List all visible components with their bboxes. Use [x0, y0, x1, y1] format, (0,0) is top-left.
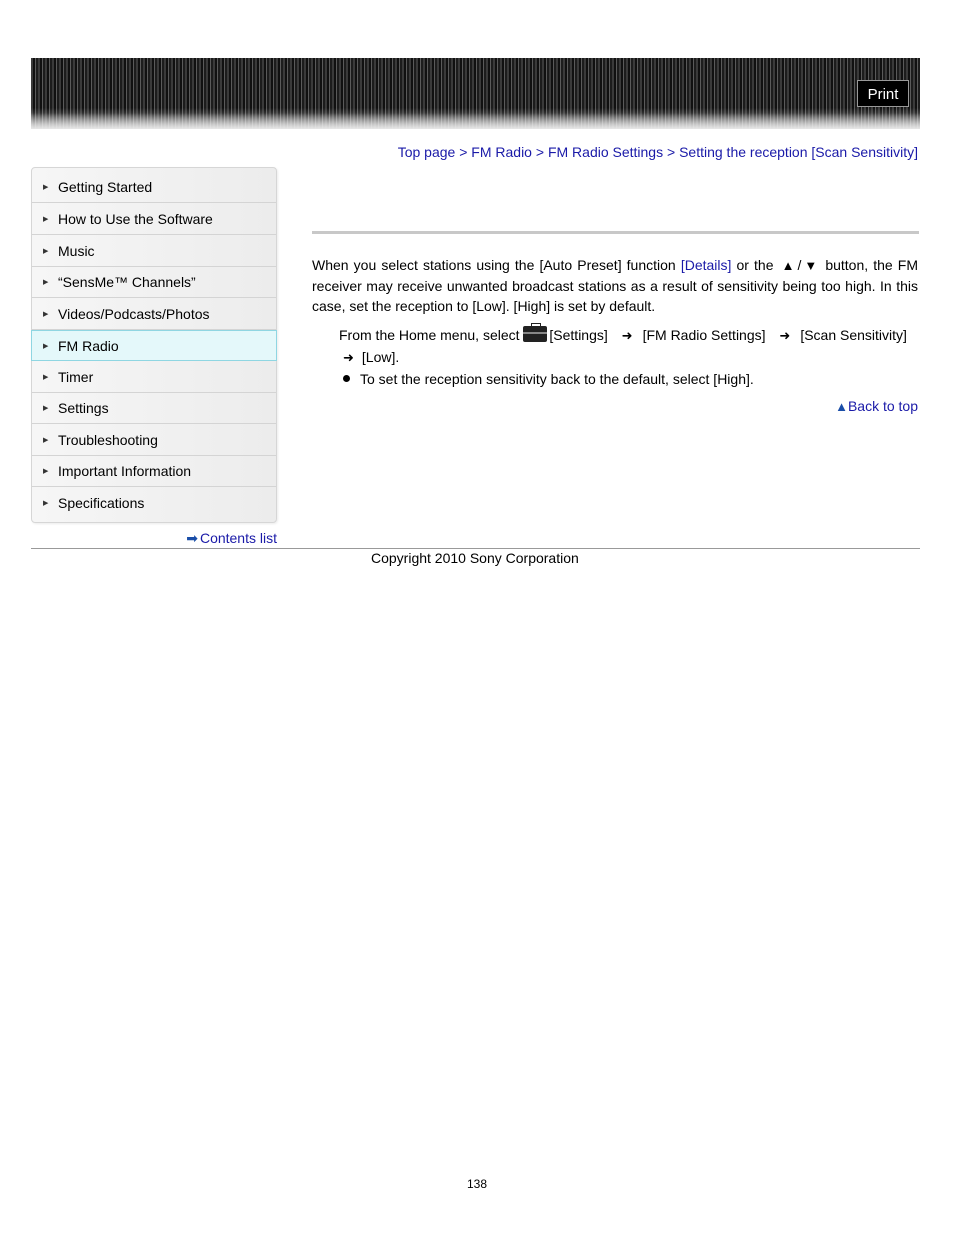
intro-text-2: or the — [736, 257, 774, 273]
sidebar-item-label: Timer — [58, 369, 94, 385]
arrow-right-icon: ➜ — [621, 328, 633, 343]
sidebar-item-label: How to Use the Software — [58, 211, 213, 227]
breadcrumb-fm-radio-settings[interactable]: FM Radio Settings — [547, 144, 664, 160]
back-to-top-label: Back to top — [847, 398, 918, 414]
sidebar-item-important-information[interactable] — [32, 456, 276, 487]
triangle-right-icon: ▶ — [43, 184, 49, 191]
triangle-right-icon: ▶ — [43, 468, 49, 475]
intro-paragraph — [312, 255, 918, 316]
intro-text-1: When you select stations using the [Auto Preset] function — [312, 257, 676, 273]
arrow-right-icon: ➜ — [779, 328, 791, 343]
sidebar-item-how-to-use-software[interactable] — [32, 204, 276, 235]
sidebar-item-label: Videos/Podcasts/Photos — [58, 306, 210, 322]
triangle-right-icon: ▶ — [43, 405, 49, 412]
arrow-right-icon: ➜ — [343, 350, 354, 365]
contents-list-label: Contents list — [199, 530, 277, 546]
up-triangle-icon: ▲ — [781, 258, 795, 273]
arrow-right-icon: ➡ — [186, 530, 198, 546]
sidebar-nav — [31, 167, 277, 523]
sidebar-item-label: Settings — [58, 400, 109, 416]
down-triangle-icon: ▼ — [804, 258, 818, 273]
details-link[interactable]: [Details] — [680, 257, 732, 273]
sidebar-item-label: “SensMe™ Channels” — [58, 274, 196, 290]
step-low: [Low]. — [361, 349, 400, 365]
step-settings: [Settings] — [549, 327, 608, 343]
intro-text-3: button, the FM receiver may receive unwanted broadcast stations as a result of sensitivity being too high. In this case, set the reception to [Low]. [High] is set by default. — [312, 257, 919, 314]
step-instruction-continued — [343, 347, 399, 368]
sidebar-item-label: FM Radio — [58, 338, 119, 354]
sidebar-item-label: Troubleshooting — [58, 432, 158, 448]
note-bullet — [343, 369, 754, 389]
sidebar-item-fm-radio[interactable] — [31, 330, 277, 361]
step-fm-radio-settings: [FM Radio Settings] — [642, 327, 766, 343]
contents-list-link[interactable] — [186, 530, 277, 547]
breadcrumb-separator: > — [535, 144, 545, 160]
sidebar-item-videos-podcasts-photos[interactable] — [32, 299, 276, 330]
triangle-right-icon: ▶ — [43, 216, 49, 223]
breadcrumb-top-page[interactable]: Top page — [397, 144, 456, 160]
triangle-right-icon: ▶ — [43, 279, 49, 286]
title-divider — [312, 231, 919, 234]
sidebar-item-label: Music — [58, 243, 95, 259]
sidebar-item-label: Getting Started — [58, 179, 153, 195]
triangle-right-icon: ▶ — [43, 437, 49, 444]
triangle-right-icon: ▶ — [43, 248, 49, 255]
print-button[interactable]: Print — [857, 80, 909, 107]
breadcrumb-fm-radio[interactable]: FM Radio — [471, 144, 532, 160]
sidebar-item-getting-started[interactable] — [32, 172, 276, 203]
breadcrumb — [398, 144, 918, 160]
breadcrumb-separator: > — [459, 144, 468, 160]
triangle-right-icon: ▶ — [43, 343, 49, 350]
step-prefix: From the Home menu, select — [339, 327, 520, 343]
sidebar-item-settings[interactable] — [32, 393, 276, 424]
breadcrumb-current-page[interactable]: Setting the reception [Scan Sensitivity] — [679, 144, 918, 160]
header-banner — [31, 58, 920, 129]
bullet-icon — [343, 375, 350, 382]
triangle-right-icon: ▶ — [43, 374, 49, 381]
back-to-top-link[interactable] — [835, 398, 918, 414]
step-scan-sensitivity: [Scan Sensitivity] — [800, 327, 907, 343]
sidebar-item-label: Important Information — [58, 463, 192, 479]
sidebar-item-sensme-channels[interactable] — [32, 267, 276, 298]
triangle-right-icon: ▶ — [43, 500, 49, 507]
sidebar-item-specifications[interactable] — [32, 488, 276, 519]
sidebar-item-timer[interactable] — [32, 362, 276, 393]
note-text: To set the reception sensitivity back to the default, select [High]. — [360, 371, 754, 387]
slash-text: / — [797, 257, 802, 273]
sidebar-item-music[interactable] — [32, 236, 276, 267]
breadcrumb-separator: > — [667, 144, 676, 160]
footer-divider — [31, 548, 920, 549]
sidebar-item-troubleshooting[interactable] — [32, 425, 276, 456]
sidebar-item-label: Specifications — [58, 495, 145, 511]
settings-toolbox-icon — [523, 326, 547, 342]
page-number: 138 — [466, 1177, 488, 1191]
copyright-text: Copyright 2010 Sony Corporation — [371, 550, 579, 566]
step-instruction — [339, 324, 919, 347]
triangle-right-icon: ▶ — [43, 311, 49, 318]
up-arrow-icon: ▲ — [835, 399, 848, 414]
